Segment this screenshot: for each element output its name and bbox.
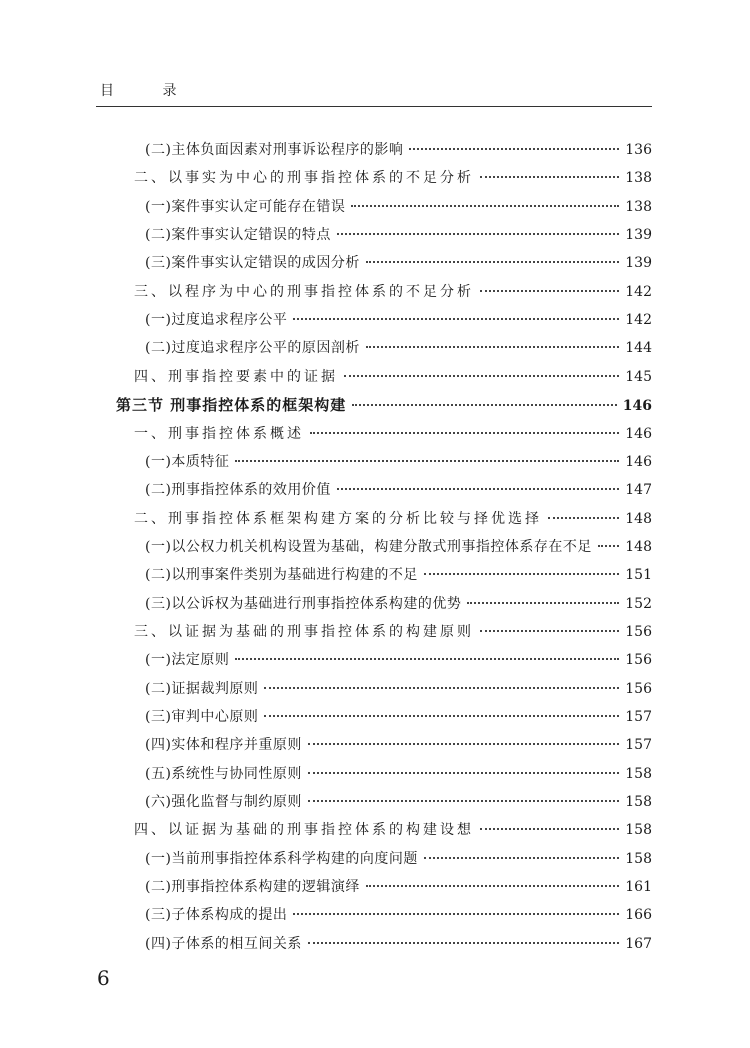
toc-entry-title: (三)以公诉权为基础进行刑事指控体系构建的优势 [145, 595, 462, 612]
toc-entry-title: (二)刑事指控体系构建的逻辑演绎 [145, 879, 360, 896]
toc-dot-leader [344, 375, 619, 377]
toc-entry-page: 166 [625, 907, 652, 924]
toc-entry[interactable] [145, 930, 652, 958]
toc-entry[interactable] [145, 476, 652, 504]
toc-dot-leader [366, 261, 619, 263]
toc-entry-page: 156 [625, 680, 652, 697]
toc-entry-title: (三)子体系构成的提出 [145, 907, 288, 924]
toc-dot-leader [308, 743, 619, 745]
toc-dot-leader [352, 404, 617, 406]
toc-entry-title: 四、以证据为基础的刑事指控体系的构建设想 [134, 822, 474, 839]
toc-entry-title: 二、刑事指控体系框架构建方案的分析比较与择优选择 [134, 510, 542, 527]
toc-entry-page: 158 [625, 765, 652, 782]
toc-entry-page: 167 [625, 935, 652, 952]
toc-entry[interactable] [145, 675, 652, 703]
toc-entry-title: (二)案件事实认定错误的特点 [145, 227, 331, 244]
toc-entry[interactable] [134, 420, 652, 448]
toc-entry-page: 138 [625, 170, 652, 187]
toc-dot-leader [480, 630, 619, 632]
toc-entry-title: 第三节 刑事指控体系的框架构建 [116, 396, 347, 415]
toc-entry-page: 158 [625, 822, 652, 839]
toc-entry-page: 136 [625, 142, 652, 158]
toc-dot-leader [264, 715, 619, 717]
toc-entry-title: (一)本质特征 [145, 453, 230, 470]
toc-entry-title: (六)强化监督与制约原则 [145, 794, 302, 811]
toc-entry-title: (二)以刑事案件类别为基础进行构建的不足 [145, 567, 418, 584]
toc-dot-leader [264, 687, 619, 689]
toc-entry[interactable] [145, 731, 652, 759]
toc-entry[interactable] [134, 164, 652, 192]
toc-entry-page: 147 [625, 482, 652, 499]
toc-entry[interactable] [145, 533, 652, 561]
toc-entry[interactable] [145, 561, 652, 589]
toc-dot-leader [308, 772, 619, 774]
toc-entry-title: (一)过度追求程序公平 [145, 312, 288, 329]
toc-entry-title: 二、以事实为中心的刑事指控体系的不足分析 [134, 170, 474, 187]
toc-entry-page: 151 [625, 567, 652, 584]
toc-entry-page: 139 [625, 255, 652, 272]
toc-dot-leader [235, 658, 619, 660]
toc-dot-leader [480, 828, 619, 830]
toc-entry-title: (三)审判中心原则 [145, 709, 259, 725]
toc-entry-title: (五)系统性与协同性原则 [145, 765, 302, 782]
toc-entry[interactable] [145, 873, 652, 901]
toc-entry[interactable] [145, 788, 652, 816]
toc-entry-title: 四、刑事指控要素中的证据 [134, 368, 338, 385]
toc-dot-leader [351, 205, 619, 207]
toc-entry-title: (一)以公权力机关机构设置为基础，构建分散式刑事指控体系存在不足 [145, 538, 592, 555]
toc-entry-title: (四)子体系的相互间关系 [145, 935, 302, 952]
toc-dot-leader [310, 432, 619, 434]
toc-entry[interactable] [145, 306, 652, 334]
toc-entry-title: 三、以程序为中心的刑事指控体系的不足分析 [134, 283, 474, 300]
toc-entry-page: 156 [625, 623, 652, 640]
toc-dot-leader [480, 290, 619, 292]
toc-dot-leader [409, 148, 619, 150]
toc-entry[interactable] [145, 901, 652, 929]
header-rule [96, 106, 652, 107]
toc-entry-title: (一)案件事实认定可能存在错误 [145, 198, 346, 215]
toc-entry-page: 157 [625, 737, 652, 754]
toc-dot-leader [235, 460, 619, 462]
toc-entry-title: (二)主体负面因素对刑事诉讼程序的影响 [145, 142, 404, 158]
toc-entry[interactable] [134, 278, 652, 306]
toc-dot-leader [598, 545, 619, 547]
toc-entry[interactable] [145, 136, 652, 164]
toc-entry-title: 一、刑事指控体系概述 [134, 425, 304, 442]
toc-entry-title: (四)实体和程序并重原则 [145, 737, 302, 754]
toc-entry-page: 158 [625, 850, 652, 867]
toc-dot-leader [308, 800, 619, 802]
toc-entry[interactable] [145, 334, 652, 362]
toc-entry-page: 161 [625, 879, 652, 896]
toc-dot-leader [548, 517, 619, 519]
toc-entry[interactable] [145, 646, 652, 674]
toc-entry-page: 157 [625, 709, 652, 725]
toc-entry-title: (二)过度追求程序公平的原因剖析 [145, 340, 360, 357]
toc-dot-leader [366, 885, 619, 887]
toc-entry[interactable] [145, 703, 652, 731]
toc-entry[interactable] [145, 760, 652, 788]
toc-entry-page: 142 [625, 312, 652, 329]
toc-entry[interactable] [145, 193, 652, 221]
toc-dot-leader [337, 233, 619, 235]
toc-entry-page: 144 [625, 340, 652, 357]
toc-entry[interactable] [145, 249, 652, 277]
toc-entry[interactable] [145, 845, 652, 873]
toc-entry-title: (一)当前刑事指控体系科学构建的向度问题 [145, 850, 418, 867]
toc-entry-page: 138 [625, 198, 652, 215]
toc-entry-page: 156 [625, 652, 652, 669]
toc-dot-leader [424, 573, 619, 575]
toc-entry-page: 152 [625, 595, 652, 612]
toc-entry-title: (三)案件事实认定错误的成因分析 [145, 255, 360, 272]
toc-entry-page: 139 [625, 227, 652, 244]
toc-dot-leader [337, 488, 619, 490]
toc-entry[interactable] [134, 505, 652, 533]
toc-entry[interactable] [134, 816, 652, 844]
toc-entry-page: 146 [625, 453, 652, 470]
toc-dot-leader [366, 346, 619, 348]
toc-entry-title: (二)刑事指控体系的效用价值 [145, 482, 331, 499]
toc-entry-page: 145 [625, 368, 652, 385]
toc-entry-title: (一)法定原则 [145, 652, 230, 669]
toc-dot-leader [293, 913, 619, 915]
toc-dot-leader [308, 942, 619, 944]
toc-entry-page: 146 [622, 398, 652, 415]
toc-entry[interactable] [134, 363, 652, 391]
page-number: 6 [97, 966, 110, 990]
toc-entry-page: 148 [625, 538, 652, 555]
toc-entry[interactable] [145, 590, 652, 618]
toc-entry-page: 142 [625, 283, 652, 300]
toc-entry-page: 158 [625, 794, 652, 811]
toc-entry-page: 146 [625, 425, 652, 442]
toc-dot-leader [480, 176, 619, 178]
toc-dot-leader [467, 602, 619, 604]
toc-dot-leader [424, 857, 619, 859]
toc-entry-title: (二)证据裁判原则 [145, 680, 259, 697]
toc-entry-page: 148 [625, 510, 652, 527]
toc-entry[interactable] [145, 448, 652, 476]
toc-dot-leader [293, 318, 619, 320]
toc-entry[interactable] [134, 618, 652, 646]
toc-entry-title: 三、以证据为基础的刑事指控体系的构建原则 [134, 623, 474, 640]
toc-entry[interactable] [116, 391, 652, 419]
toc-entry[interactable] [145, 221, 652, 249]
running-head: 目 录 [100, 83, 199, 99]
